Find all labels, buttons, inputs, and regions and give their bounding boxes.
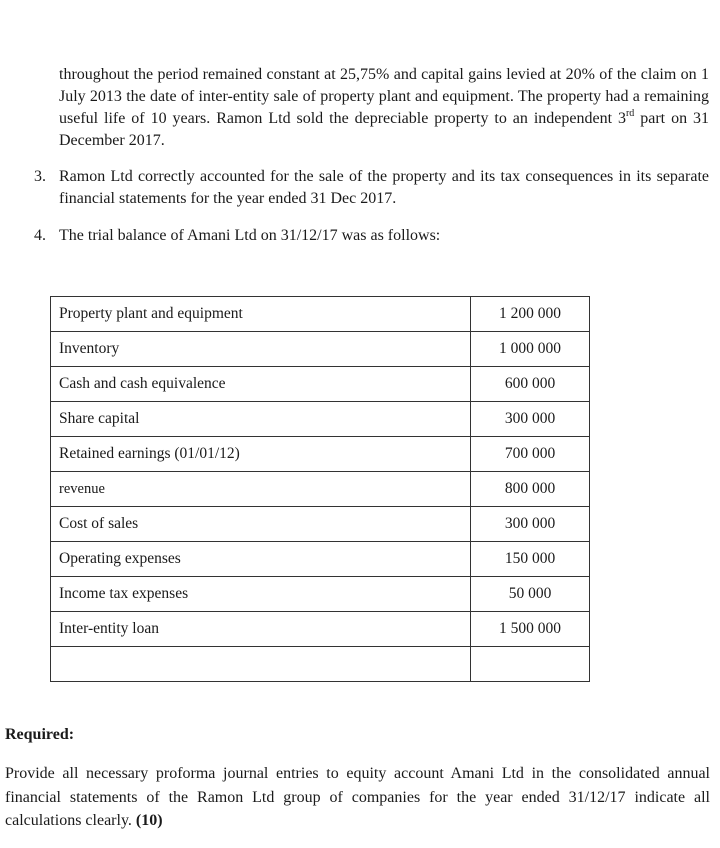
account-name: Inventory [51, 332, 471, 367]
account-name: Cash and cash equivalence [51, 367, 471, 402]
account-amount: 50 000 [471, 577, 590, 612]
account-amount: 600 000 [471, 367, 590, 402]
table-row [51, 367, 590, 402]
table-row [51, 507, 590, 542]
required-marks: (10) [135, 812, 163, 829]
account-amount: 150 000 [471, 542, 590, 577]
table-row [51, 612, 590, 647]
required-text: Provide all necessary proforma journal entries to equity account Amani Ltd in the consolidated annual financial statements of the Ramon Ltd group of companies for the year ended 31/12/17 indicate all calculations clearly. [5, 765, 710, 829]
table-row [51, 542, 590, 577]
account-amount: 1 200 000 [471, 297, 590, 332]
table-row [51, 577, 590, 612]
table-row [51, 402, 590, 437]
account-amount [471, 647, 590, 682]
trial-balance-table [50, 296, 590, 682]
account-amount: 1 000 000 [471, 332, 590, 367]
account-amount: 300 000 [471, 507, 590, 542]
table-row [51, 437, 590, 472]
account-name: Retained earnings (01/01/12) [51, 437, 471, 472]
account-amount: 800 000 [471, 472, 590, 507]
continuation-paragraph [59, 64, 709, 152]
account-name: Property plant and equipment [51, 297, 471, 332]
item-3-text: Ramon Ltd correctly accounted for the sale of the property and its tax consequences in its separate financial statements for the year ended 31 Dec 2017. [59, 168, 709, 207]
table-row [51, 472, 590, 507]
account-amount: 700 000 [471, 437, 590, 472]
item-4-number: 4. [34, 227, 46, 244]
continuation-tail: part on 31 December 2017. [59, 110, 709, 149]
table-row-empty [51, 647, 590, 682]
account-name: Inter-entity loan [51, 612, 471, 647]
continuation-text: throughout the period remained constant at 25,75% and capital gains levied at 20% of the claim on 1 July 2013 the date of inter-entity sale of property plant and equipment. The property had a remaining useful life of 10 years. Ramon Ltd sold the depreciable property to an independent 3 [59, 66, 709, 127]
item-3-number: 3. [34, 168, 46, 185]
account-name [51, 647, 471, 682]
account-name: Cost of sales [51, 507, 471, 542]
table-row [51, 332, 590, 367]
account-name: Share capital [51, 402, 471, 437]
table-row [51, 297, 590, 332]
required-heading: Required: [5, 726, 75, 743]
required-paragraph [5, 762, 710, 833]
account-amount: 300 000 [471, 402, 590, 437]
ordinal-superscript: rd [625, 107, 635, 119]
account-amount: 1 500 000 [471, 612, 590, 647]
account-name: Operating expenses [51, 542, 471, 577]
account-name: revenue [51, 472, 471, 507]
item-4-text: The trial balance of Amani Ltd on 31/12/17 was as follows: [59, 227, 441, 244]
account-name: Income tax expenses [51, 577, 471, 612]
